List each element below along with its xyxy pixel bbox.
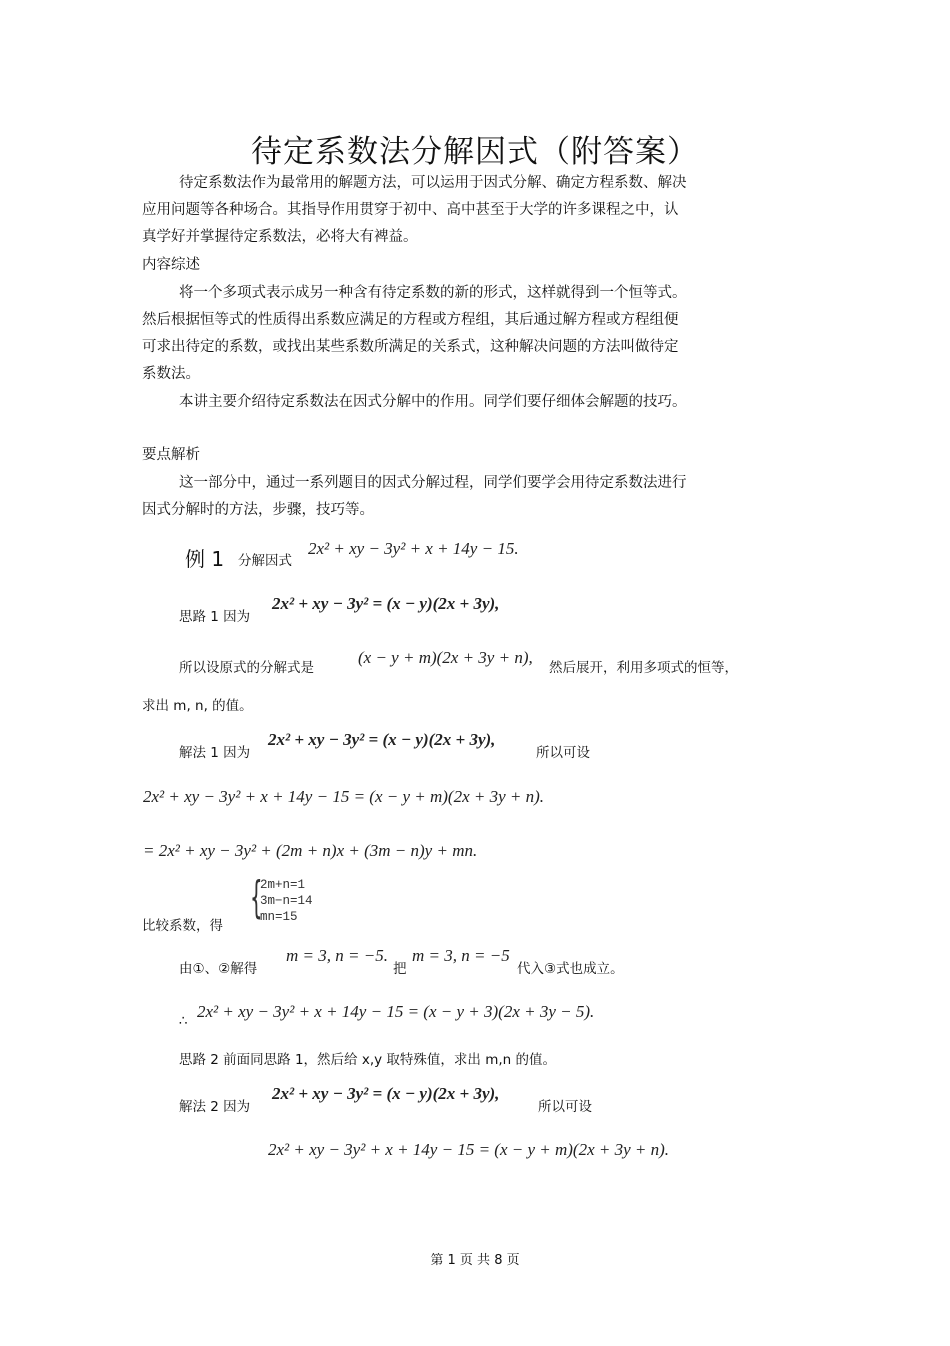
example-task: 分解因式	[238, 553, 292, 569]
solution1-suffix: 所以可设	[536, 745, 590, 761]
solution1-equation-1: 2x² + xy − 3y² + x + 14y − 15 = (x − y + m)(2x + 3y + n).	[143, 787, 545, 806]
intro-line-1: 待定系数法作为最常用的解题方法，可以运用于因式分解、确定方程系数、解决	[179, 175, 687, 191]
section-heading-overview: 内容综述	[142, 257, 200, 273]
solution2-expression: 2x² + xy − 3y² = (x − y)(2x + 3y),	[272, 1084, 500, 1103]
idea1-setup-suffix: 然后展开，利用多项式的恒等，	[549, 660, 738, 676]
page-footer: 第 1 页 共 8 页	[430, 1253, 520, 1268]
solution1-label: 解法 1 因为	[179, 745, 251, 761]
idea1-find-values: 求出 m, n, 的值。	[142, 698, 253, 714]
section-heading-analysis: 要点解析	[142, 447, 200, 463]
overview-line-4: 系数法。	[142, 366, 200, 382]
analysis-line-1: 这一部分中，通过一系列题目的因式分解过程，同学们要学会用待定系数法进行	[179, 475, 687, 491]
solve-mid: 把	[393, 961, 407, 977]
idea1-label: 思路 1 因为	[179, 609, 251, 625]
solve-expression-1: m = 3, n = −5.	[286, 946, 388, 965]
example-label: 例 1	[185, 547, 225, 571]
equation-system	[250, 872, 330, 928]
solution2-equation-1: 2x² + xy − 3y² + x + 14y − 15 = (x − y + m)(2x + 3y + n).	[268, 1140, 670, 1159]
solution2-suffix: 所以可设	[538, 1099, 592, 1115]
solution1-expression: 2x² + xy − 3y² = (x − y)(2x + 3y),	[268, 730, 496, 749]
analysis-line-2: 因式分解时的方法，步骤，技巧等。	[142, 502, 374, 518]
intro-line-3: 真学好并掌握待定系数法，必将大有裨益。	[142, 229, 418, 245]
compare-coefficients-label: 比较系数，得	[142, 918, 223, 934]
idea2-text: 思路 2 前面同思路 1，然后给 x,y 取特殊值，求出 m,n 的值。	[179, 1052, 556, 1068]
solution1-equation-2: = 2x² + xy − 3y² + (2m + n)x + (3m − n)y + mn.	[143, 841, 478, 860]
overview-line-3: 可求出待定的系数，或找出某些系数所满足的关系式，这种解决问题的方法叫做待定	[142, 339, 679, 355]
system-equation-1: 2m+n=1	[260, 878, 306, 892]
idea1-expression: 2x² + xy − 3y² = (x − y)(2x + 3y),	[272, 594, 500, 613]
system-equation-2: 3m−n=14	[260, 894, 313, 908]
example-expression: 2x² + xy − 3y² + x + 14y − 15.	[308, 539, 519, 558]
overview-line-2: 然后根据恒等式的性质得出系数应满足的方程或方程组，其后通过解方程或方程组便	[142, 312, 679, 328]
overview-line-5: 本讲主要介绍待定系数法在因式分解中的作用。同学们要仔细体会解题的技巧。	[179, 394, 687, 410]
therefore-symbol: ∴	[179, 1013, 188, 1029]
solve-expression-2: m = 3, n = −5	[412, 946, 510, 965]
solution2-label: 解法 2 因为	[179, 1099, 251, 1115]
solve-suffix: 代入③式也成立。	[517, 961, 624, 977]
solution1-result: 2x² + xy − 3y² + x + 14y − 15 = (x − y + 3)(2x + 3y − 5).	[197, 1002, 595, 1021]
idea1-setup-expression: (x − y + m)(2x + 3y + n),	[358, 648, 533, 667]
system-brace: {	[250, 872, 263, 923]
page-title: 待定系数法分解因式（附答案）	[251, 134, 699, 170]
system-equation-3: mn=15	[260, 910, 298, 924]
idea1-setup-prefix: 所以设原式的分解式是	[179, 660, 314, 676]
solve-prefix: 由①、②解得	[179, 961, 258, 977]
overview-line-1: 将一个多项式表示成另一种含有待定系数的新的形式，这样就得到一个恒等式。	[179, 285, 687, 301]
intro-line-2: 应用问题等各种场合。其指导作用贯穿于初中、高中甚至于大学的许多课程之中，认	[142, 202, 679, 218]
